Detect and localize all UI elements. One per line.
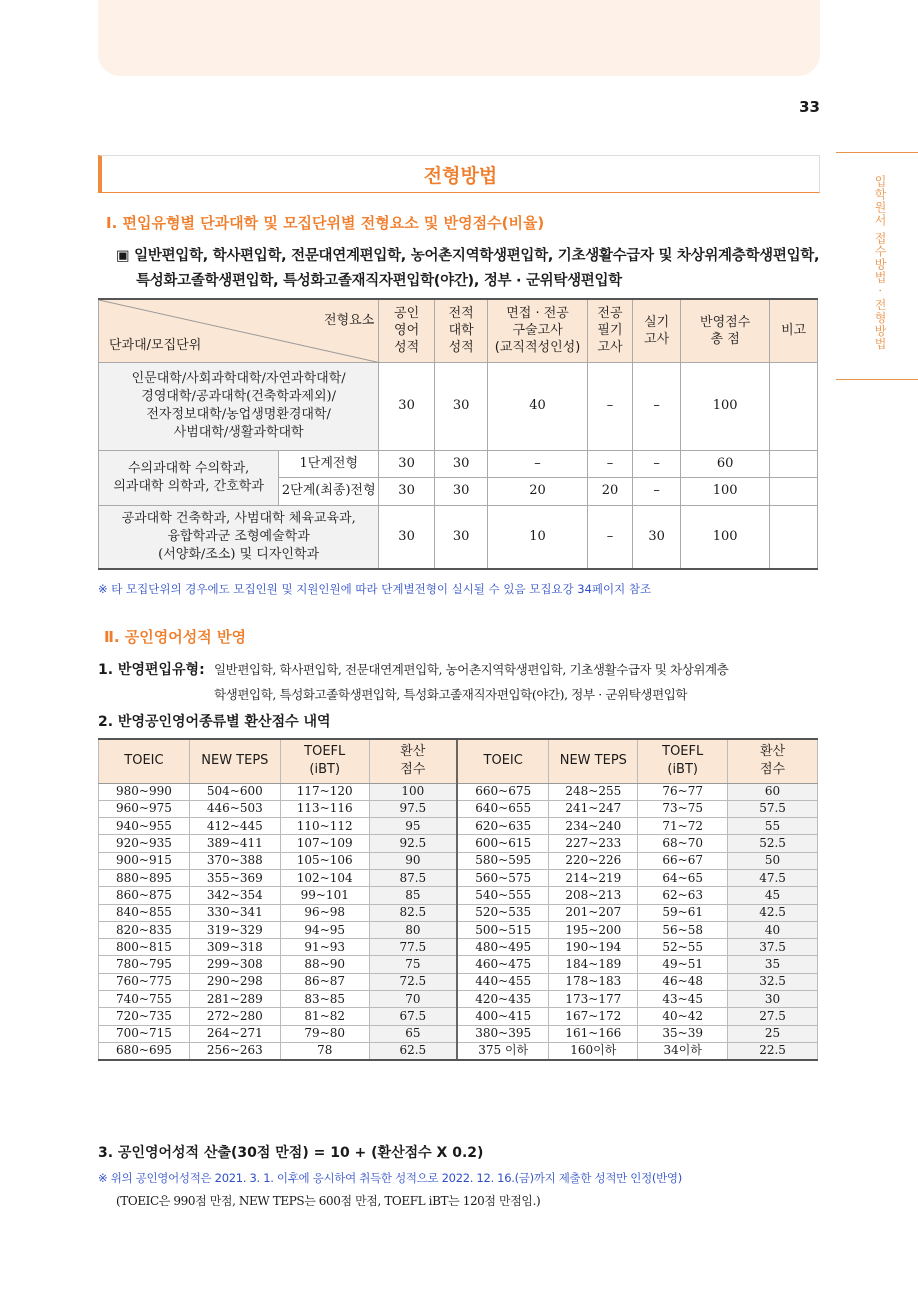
- score-cell: 50: [728, 852, 818, 869]
- page-title-box: [98, 155, 820, 193]
- range-cell: 680~695: [99, 1042, 190, 1059]
- value-cell: 20: [488, 478, 587, 506]
- range-cell: 113~116: [280, 800, 369, 817]
- value-cell: 30: [379, 362, 435, 450]
- value-cell: 20: [587, 478, 633, 506]
- range-cell: 64~65: [638, 869, 728, 886]
- range-cell: 480~495: [457, 939, 549, 956]
- table-row: [99, 800, 818, 817]
- range-cell: 460~475: [457, 956, 549, 973]
- header-practical: 실기 고사: [633, 299, 681, 362]
- range-cell: 184~189: [549, 956, 638, 973]
- range-cell: 68~70: [638, 835, 728, 852]
- score-cell: 22.5: [728, 1042, 818, 1059]
- range-cell: 256~263: [189, 1042, 280, 1059]
- score-cell: 87.5: [369, 869, 457, 886]
- range-cell: 370~388: [189, 852, 280, 869]
- section2-note-1: ※ 위의 공인영어성적은 2021. 3. 1. 이후에 응시하여 취득한 성적으로 2022. 12. 16.(금)까지 제출한 성적만 인정(반영): [98, 1171, 682, 1185]
- score-cell: 52.5: [728, 835, 818, 852]
- range-cell: 88~90: [280, 956, 369, 973]
- score-cell: 57.5: [728, 800, 818, 817]
- stage-2-label: 2단계(최종)전형: [281, 483, 376, 498]
- range-cell: 35~39: [638, 1025, 728, 1042]
- section2-note-2: (TOEIC은 990점 만점, NEW TEPS는 600점 만점, TOEFL iBT는 120점 만점임.): [116, 1194, 541, 1208]
- range-cell: 960~975: [99, 800, 190, 817]
- score-cell: 75: [369, 956, 457, 973]
- range-cell: 110~112: [280, 818, 369, 835]
- range-cell: 660~675: [457, 783, 549, 800]
- header-toeic-2: TOEIC: [457, 739, 549, 783]
- item1-line2: 학생편입학, 특성화고졸학생편입학, 특성화고졸재직자편입학(야간), 정부 · 군위탁생편입학: [214, 687, 688, 702]
- value-cell: 30: [379, 478, 435, 506]
- value-cell: 60: [680, 450, 769, 478]
- score-cell: 90: [369, 852, 457, 869]
- header-score: 환산 점수: [369, 739, 457, 783]
- bullet-line-1: [116, 244, 819, 265]
- section2-heading: Ⅱ. 공인영어성적 반영: [104, 628, 246, 646]
- table-row: [99, 991, 818, 1008]
- score-cell: 55: [728, 818, 818, 835]
- range-cell: 780~795: [99, 956, 190, 973]
- score-cell: 80: [369, 921, 457, 938]
- value-cell: –: [587, 505, 633, 569]
- range-cell: 412~445: [189, 818, 280, 835]
- range-cell: 400~415: [457, 1008, 549, 1025]
- range-cell: 580~595: [457, 852, 549, 869]
- range-cell: 355~369: [189, 869, 280, 886]
- value-cell: 100: [680, 362, 769, 450]
- score-cell: 42.5: [728, 904, 818, 921]
- range-cell: 281~289: [189, 991, 280, 1008]
- range-cell: 840~855: [99, 904, 190, 921]
- range-cell: 375 이하: [457, 1042, 549, 1059]
- range-cell: 99~101: [280, 887, 369, 904]
- range-cell: 720~735: [99, 1008, 190, 1025]
- header-total: 반영점수 총 점: [680, 299, 769, 362]
- value-cell: 100: [680, 478, 769, 506]
- table-row: [99, 921, 818, 938]
- score-cell: 40: [728, 921, 818, 938]
- range-cell: 520~535: [457, 904, 549, 921]
- range-cell: 330~341: [189, 904, 280, 921]
- range-cell: 800~815: [99, 939, 190, 956]
- range-cell: 43~45: [638, 991, 728, 1008]
- table-row: [99, 505, 818, 569]
- header-teps-2: NEW TEPS: [549, 739, 638, 783]
- remarks-cell: [770, 505, 818, 569]
- section1-note: ※ 타 모집단위의 경우에도 모집인원 및 지원인원에 따라 단계별전형이 실시될 수 있음 모집요강 34페이지 참조: [98, 582, 652, 596]
- page-number: 33: [799, 98, 820, 116]
- range-cell: 117~120: [280, 783, 369, 800]
- top-banner: [98, 0, 820, 76]
- value-cell: 40: [488, 362, 587, 450]
- range-cell: 66~67: [638, 852, 728, 869]
- range-cell: 900~915: [99, 852, 190, 869]
- range-cell: 560~575: [457, 869, 549, 886]
- table-row: [99, 939, 818, 956]
- value-cell: 30: [434, 478, 488, 506]
- score-cell: 97.5: [369, 800, 457, 817]
- item1-label: 1. 반영편입유형:: [98, 662, 205, 678]
- range-cell: 234~240: [549, 818, 638, 835]
- table-row: [99, 904, 818, 921]
- range-cell: 241~247: [549, 800, 638, 817]
- score-cell: 92.5: [369, 835, 457, 852]
- header-score-2: 환산 점수: [728, 739, 818, 783]
- range-cell: 56~58: [638, 921, 728, 938]
- header-teps: NEW TEPS: [189, 739, 280, 783]
- square-bullet-icon: ▣: [116, 248, 130, 264]
- table-row: [99, 818, 818, 835]
- score-cell: 67.5: [369, 1008, 457, 1025]
- table-row: [99, 835, 818, 852]
- remarks-cell: [770, 362, 818, 450]
- range-cell: 83~85: [280, 991, 369, 1008]
- bullet-line-2: 특성화고졸학생편입학, 특성화고졸재직자편입학(야간), 정부 · 군위탁생편입학: [136, 273, 622, 289]
- value-cell: –: [633, 478, 681, 506]
- score-table-body: [99, 783, 818, 1060]
- range-cell: 81~82: [280, 1008, 369, 1025]
- score-cell: 100: [369, 783, 457, 800]
- item2-label: 2. 반영공인영어종류별 환산점수 내역: [98, 714, 331, 730]
- table-row: [99, 887, 818, 904]
- page-title: 전형방법: [423, 164, 498, 187]
- score-table-header: [99, 739, 818, 783]
- score-cell: 32.5: [728, 973, 818, 990]
- table-row: [99, 783, 818, 800]
- table-row: [99, 450, 818, 478]
- range-cell: 227~233: [549, 835, 638, 852]
- unit-cell-staged: [99, 450, 379, 505]
- range-cell: 980~990: [99, 783, 190, 800]
- range-cell: 446~503: [189, 800, 280, 817]
- table-row: [99, 1008, 818, 1025]
- range-cell: 195~200: [549, 921, 638, 938]
- score-cell: 72.5: [369, 973, 457, 990]
- range-cell: 380~395: [457, 1025, 549, 1042]
- staged-unit-name: 수의과대학 수의학과, 의과대학 의학과, 간호학과: [113, 460, 264, 494]
- range-cell: 160이하: [549, 1042, 638, 1059]
- score-cell: 35: [728, 956, 818, 973]
- side-tab: [836, 152, 918, 380]
- range-cell: 161~166: [549, 1025, 638, 1042]
- range-cell: 59~61: [638, 904, 728, 921]
- header-element-label: 전형요소: [324, 313, 375, 328]
- value-cell: –: [587, 362, 633, 450]
- range-cell: 504~600: [189, 783, 280, 800]
- range-cell: 91~93: [280, 939, 369, 956]
- range-cell: 46~48: [638, 973, 728, 990]
- range-cell: 880~895: [99, 869, 190, 886]
- diagonal-header-cell: [99, 299, 379, 362]
- range-cell: 248~255: [549, 783, 638, 800]
- value-cell: 30: [379, 505, 435, 569]
- value-cell: 30: [434, 450, 488, 478]
- header-remarks: 비고: [770, 299, 818, 362]
- range-cell: 49~51: [638, 956, 728, 973]
- range-cell: 540~555: [457, 887, 549, 904]
- range-cell: 190~194: [549, 939, 638, 956]
- section1-heading: Ⅰ. 편입유형별 단과대학 및 모집단위별 전형요소 및 반영점수(비율): [106, 214, 545, 232]
- range-cell: 319~329: [189, 921, 280, 938]
- score-cell: 77.5: [369, 939, 457, 956]
- value-cell: –: [633, 450, 681, 478]
- range-cell: 620~635: [457, 818, 549, 835]
- range-cell: 52~55: [638, 939, 728, 956]
- header-unit-label: 단과대/모집단위: [109, 337, 202, 353]
- range-cell: 700~715: [99, 1025, 190, 1042]
- range-cell: 173~177: [549, 991, 638, 1008]
- range-cell: 920~935: [99, 835, 190, 852]
- range-cell: 71~72: [638, 818, 728, 835]
- range-cell: 389~411: [189, 835, 280, 852]
- range-cell: 178~183: [549, 973, 638, 990]
- table-row: [99, 956, 818, 973]
- value-cell: –: [488, 450, 587, 478]
- range-cell: 73~75: [638, 800, 728, 817]
- unit-cell: 인문대학/사회과학대학/자연과학대학/ 경영대학/공과대학(건축학과제외)/ 전자정보대학/농업생명환경대학/ 사범대학/생활과학대학: [99, 362, 379, 450]
- selection-elements-table: [98, 298, 818, 570]
- range-cell: 76~77: [638, 783, 728, 800]
- table-row: [99, 362, 818, 450]
- header-written-exam: 전공 필기 고사: [587, 299, 633, 362]
- table-row: [99, 1025, 818, 1042]
- value-cell: 30: [633, 505, 681, 569]
- range-cell: 740~755: [99, 991, 190, 1008]
- value-cell: 100: [680, 505, 769, 569]
- range-cell: 167~172: [549, 1008, 638, 1025]
- range-cell: 264~271: [189, 1025, 280, 1042]
- range-cell: 440~455: [457, 973, 549, 990]
- range-cell: 79~80: [280, 1025, 369, 1042]
- score-cell: 45: [728, 887, 818, 904]
- header-english: 공인 영어 성적: [379, 299, 435, 362]
- range-cell: 86~87: [280, 973, 369, 990]
- range-cell: 40~42: [638, 1008, 728, 1025]
- score-cell: 30: [728, 991, 818, 1008]
- formula: 3. 공인영어성적 산출(30점 만점) = 10 + (환산점수 X 0.2): [98, 1145, 484, 1161]
- table-row: [99, 869, 818, 886]
- english-score-table: [98, 738, 818, 1061]
- range-cell: 860~875: [99, 887, 190, 904]
- range-cell: 309~318: [189, 939, 280, 956]
- range-cell: 640~655: [457, 800, 549, 817]
- remarks-cell: [770, 478, 818, 506]
- side-tab-label: 입학원서 접수방법 · 전형방법: [873, 175, 887, 351]
- range-cell: 96~98: [280, 904, 369, 921]
- value-cell: 30: [379, 450, 435, 478]
- score-cell: 47.5: [728, 869, 818, 886]
- header-toefl-2: TOEFL (iBT): [638, 739, 728, 783]
- score-cell: 65: [369, 1025, 457, 1042]
- range-cell: 62~63: [638, 887, 728, 904]
- range-cell: 201~207: [549, 904, 638, 921]
- stage-1-label: 1단계전형: [279, 451, 378, 478]
- table-row: [99, 973, 818, 990]
- range-cell: 500~515: [457, 921, 549, 938]
- range-cell: 272~280: [189, 1008, 280, 1025]
- value-cell: –: [587, 450, 633, 478]
- score-cell: 95: [369, 818, 457, 835]
- range-cell: 420~435: [457, 991, 549, 1008]
- value-cell: 30: [434, 505, 488, 569]
- value-cell: –: [633, 362, 681, 450]
- table-header-row: [99, 299, 818, 362]
- range-cell: 342~354: [189, 887, 280, 904]
- range-cell: 299~308: [189, 956, 280, 973]
- bullet-text-1: 일반편입학, 학사편입학, 전문대연계편입학, 농어촌지역학생편입학, 기초생활수급자 및 차상위계층학생편입학,: [134, 248, 820, 264]
- score-cell: 27.5: [728, 1008, 818, 1025]
- value-cell: 30: [434, 362, 488, 450]
- range-cell: 940~955: [99, 818, 190, 835]
- table-row: [99, 1042, 818, 1059]
- score-cell: 62.5: [369, 1042, 457, 1059]
- range-cell: 290~298: [189, 973, 280, 990]
- range-cell: 820~835: [99, 921, 190, 938]
- range-cell: 34이하: [638, 1042, 728, 1059]
- score-cell: 82.5: [369, 904, 457, 921]
- range-cell: 600~615: [457, 835, 549, 852]
- range-cell: 102~104: [280, 869, 369, 886]
- score-cell: 25: [728, 1025, 818, 1042]
- remarks-cell: [770, 450, 818, 478]
- score-cell: 60: [728, 783, 818, 800]
- range-cell: 220~226: [549, 852, 638, 869]
- range-cell: 107~109: [280, 835, 369, 852]
- diagonal-line: [99, 300, 381, 363]
- range-cell: 94~95: [280, 921, 369, 938]
- range-cell: 760~775: [99, 973, 190, 990]
- range-cell: 214~219: [549, 869, 638, 886]
- score-cell: 85: [369, 887, 457, 904]
- header-interview: 면접 · 전공 구술고사 (교직적성인성): [488, 299, 587, 362]
- header-toeic: TOEIC: [99, 739, 190, 783]
- unit-cell: 공과대학 건축학과, 사범대학 체육교육과, 융합학과군 조형예술학과 (서양화/조소) 및 디자인학과: [99, 505, 379, 569]
- range-cell: 208~213: [549, 887, 638, 904]
- score-cell: 37.5: [728, 939, 818, 956]
- table-row: [99, 852, 818, 869]
- header-toefl: TOEFL (iBT): [280, 739, 369, 783]
- value-cell: 10: [488, 505, 587, 569]
- range-cell: 105~106: [280, 852, 369, 869]
- item1-line1: 일반편입학, 학사편입학, 전문대연계편입학, 농어촌지역학생편입학, 기초생활수급자 및 차상위계층: [214, 662, 729, 677]
- range-cell: 78: [280, 1042, 369, 1059]
- score-cell: 70: [369, 991, 457, 1008]
- header-prev-college: 전적 대학 성적: [434, 299, 488, 362]
